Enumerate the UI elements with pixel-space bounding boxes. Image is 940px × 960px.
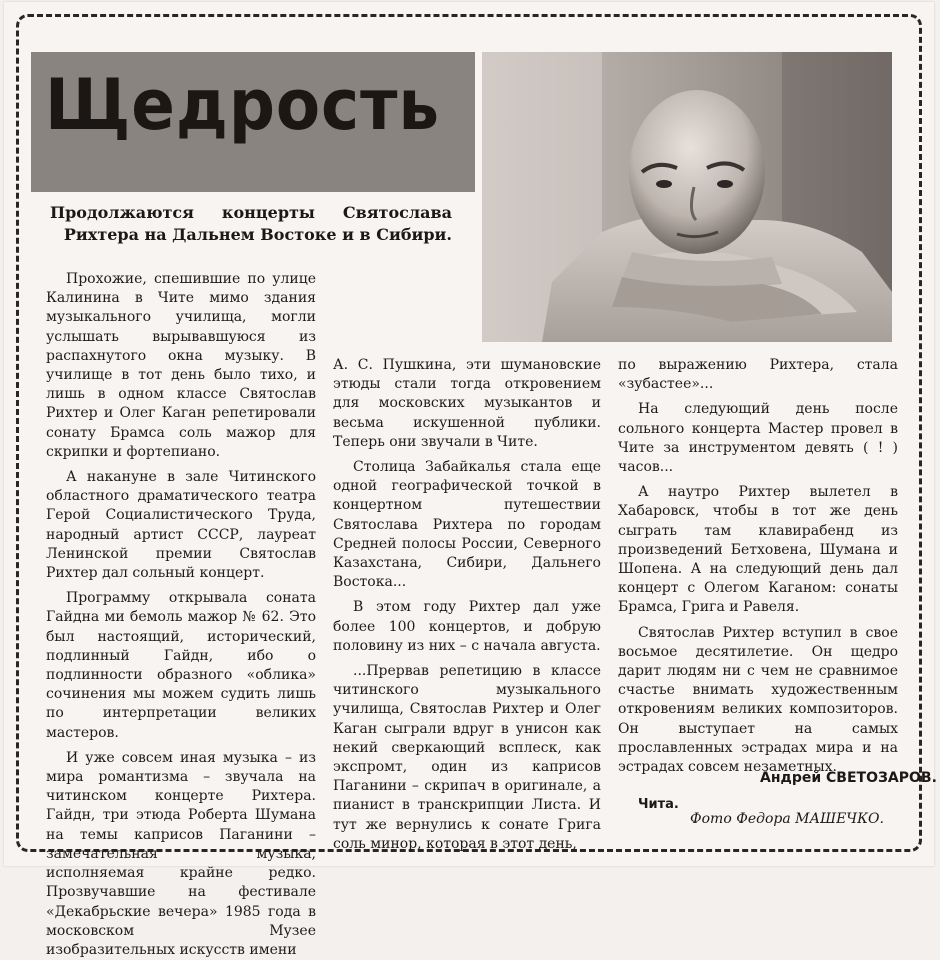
paragraph: Прохожие, спешившие по улице Калинина в Чите мимо здания музыкального училища, могли услышать вырывавшуюся из распахнутого окна музыку. В училище в тот день было тихо, и лишь в одном классе Святослав Рихтер и Олег Каган репетировали сонату Брамса соль мажор для скрипки и фортепиано.: [46, 271, 316, 460]
paragraph: Программу открывала соната Гайдна ми бемоль мажор № 62. Это был настоящий, исторический, подлинный Гайдн, ибо о подлинности образного «облика» сочинения мы можем судить лишь по интерпретации великих мастеров.: [46, 590, 316, 741]
author-byline: Андрей СВЕТОЗАРОВ.: [760, 770, 937, 786]
paragraph: И уже совсем иная музыка – из мира романтизма – звучала на читинском концерте Рихтера. Гайдн, три этюда Роберта Шумана на темы каприсов Паганини – замечательная музыка, исполняемая крайне редко. Прозвучавшие на фестивале «Декабрьские вечера» 1985 года в московском Музее изобразительных искусств имени: [46, 749, 316, 958]
photo-credit: Фото Федора МАШЕЧКО.: [690, 811, 884, 827]
paragraph: Святослав Рихтер вступил в свое восьмое десятилетие. Он щедро дарит людям ни с чем не сравнимое счастье внимать художественным откровениям великих композиторов. Он выступает на самых прославленных эстрадах мира и на эстрадах совсем незаметных.: [618, 624, 898, 776]
paragraph: А накануне в зале Читинского областного драматического театра Герой Социалистического Труда, народный артист СССР, лауреат Ленинской премии Святослав Рихтер дал сольный концерт.: [46, 469, 316, 582]
article-column-1: [46, 270, 316, 958]
paragraph: В этом году Рихтер дал уже более 100 концертов, и добрую половину из них – с начала августа.: [333, 599, 601, 654]
subtitle: Продолжаются концерты Святослава Рихтера на Дальнем Востоке и в Сибири.: [50, 203, 452, 244]
article-column-3: [618, 356, 898, 776]
paragraph: На следующий день после сольного концерта Мастер провел в Чите за инструментом девять ( ! ) часов...: [618, 401, 898, 476]
paragraph: по выражению Рихтера, стала «зубастее»...: [618, 357, 898, 393]
headline-banner: [31, 52, 475, 192]
headline: Щедрость: [45, 64, 440, 146]
portrait-photo: [482, 52, 892, 342]
article-column-2: [333, 356, 601, 852]
paragraph: ...Прервав репетицию в классе читинского музыкального училища, Святослав Рихтер и Олег Каган сыграли вдруг в унисон как некий сверкающий всплеск, как экспромт, один из каприсов Паганини – скрипач в оригинале, а пианист в транскрипции Листа. И тут же вернулись к сонате Грига соль минор, которая в этот день,: [333, 663, 601, 852]
dateline-place: Чита.: [638, 797, 679, 812]
paragraph: А. С. Пушкина, эти шумановские этюды стали тогда откровением для московских музыкантов и весьма искушенной публики. Теперь они звучали в Чите.: [333, 357, 601, 450]
paragraph: Столица Забайкалья стала еще одной географической точкой в концертном путешествии Святослава Рихтера по городам Средней полосы России, Северного Казахстана, Сибири, Дальнего Востока...: [333, 459, 601, 591]
paragraph: А наутро Рихтер вылетел в Хабаровск, чтобы в тот же день сыграть там клавирабенд из произведений Бетховена, Шумана и Шопена. А на следующий день дал концерт с Олегом Каганом: сонаты Брамса, Грига и Равеля.: [618, 484, 898, 616]
